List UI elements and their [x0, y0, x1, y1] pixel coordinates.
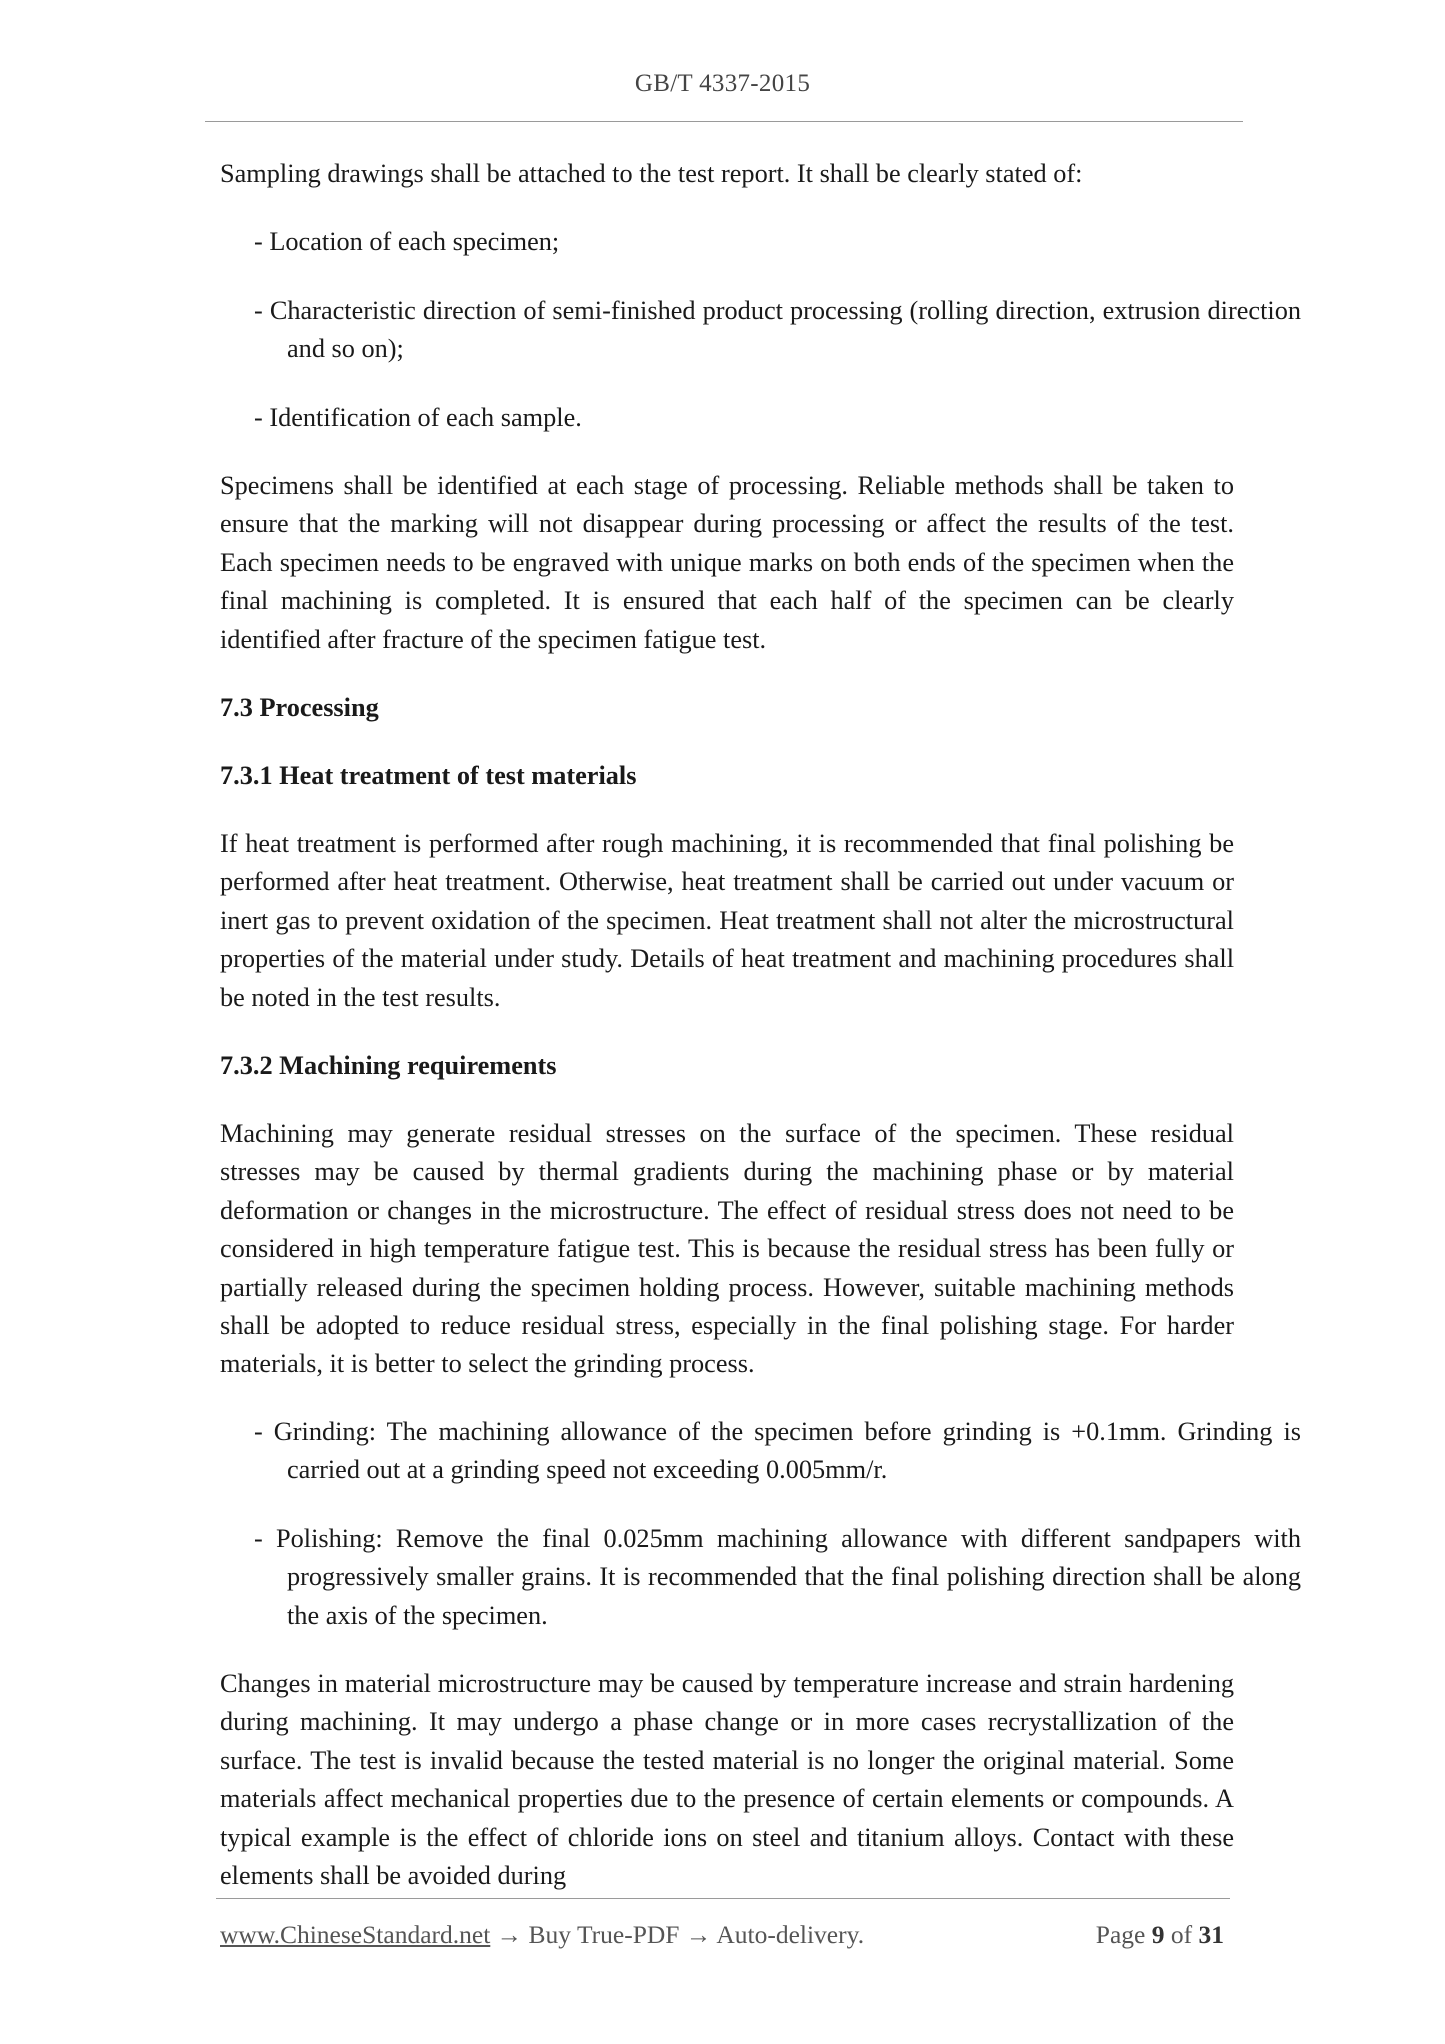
- arrow-icon: →: [496, 1920, 523, 1949]
- page-total: 31: [1198, 1920, 1224, 1949]
- list-item-polishing: - Polishing: Remove the final 0.025mm machining allowance with different sandpapers with progressively smaller grains. It is recommended that the final polishing direction shall be along the axis of the specimen.: [254, 1524, 1301, 1630]
- heat-treatment-paragraph: If heat treatment is performed after rough machining, it is recommended that final polishing be performed after heat treatment. Otherwise, heat treatment shall be carried out under vacuum or inert gas to prevent oxidation of the specimen. Heat treatment shall not alter the microstructural properties of the material under study. Details of heat treatment and machining procedures shall be noted in the test results.: [220, 829, 1234, 1012]
- heading-7-3-1: 7.3.1 Heat treatment of test materials: [220, 761, 637, 790]
- header-divider: [205, 121, 1243, 122]
- microstructure-paragraph: Changes in material microstructure may be caused by temperature increase and strain hardening during machining. It may undergo a phase change or in more cases recrystallization of the surface. The test is invalid because the tested material is no longer the original material. Some materials affect mechanical properties due to the presence of certain elements or compounds. A typical example is the effect of chloride ions on steel and titanium alloys. Contact with these elements shall be avoided during: [220, 1669, 1234, 1891]
- machining-paragraph: Machining may generate residual stresses on the surface of the specimen. These residual stresses may be caused by thermal gradients during the machining phase or by material deformation or changes in the microstructure. The effect of residual stress does not need to be considered in high temperature fatigue test. This is because the residual stress has been fully or partially released during the specimen holding process. However, suitable machining methods shall be adopted to reduce residual stress, especially in the final polishing stage. For harder materials, it is better to select the grinding process.: [220, 1119, 1234, 1379]
- footer-divider: [216, 1898, 1230, 1899]
- footer-links: [220, 1920, 864, 1950]
- identification-paragraph: Specimens shall be identified at each stage of processing. Reliable methods shall be taken to ensure that the marking will not disappear during processing or affect the results of the test. Each specimen needs to be engraved with unique marks on both ends of the specimen when the final machining is completed. It is ensured that each half of the specimen can be clearly identified after fracture of the specimen fatigue test.: [220, 471, 1234, 654]
- arrow-icon: →: [685, 1920, 712, 1949]
- page-current: 9: [1151, 1920, 1165, 1949]
- list-item-direction: - Characteristic direction of semi-finished product processing (rolling direction, extrusion direction and so on);: [254, 296, 1301, 364]
- page-number: Page 9 of 31: [1095, 1920, 1224, 1949]
- page-header: GB/T 4337-2015: [634, 70, 811, 97]
- site-link[interactable]: www.ChineseStandard.net: [220, 1920, 491, 1949]
- delivery-text: Auto-delivery.: [716, 1920, 865, 1949]
- buy-text: Buy True-PDF: [528, 1920, 680, 1949]
- page-footer: [220, 1920, 1234, 1960]
- list-item-location: - Location of each specimen;: [254, 227, 560, 256]
- heading-7-3: 7.3 Processing: [220, 693, 379, 722]
- list-item-grinding: - Grinding: The machining allowance of the specimen before grinding is +0.1mm. Grinding is carried out at a grinding speed not exceeding 0.005mm/r.: [254, 1417, 1301, 1485]
- heading-7-3-2: 7.3.2 Machining requirements: [220, 1051, 557, 1080]
- list-item-identification: - Identification of each sample.: [254, 403, 582, 432]
- intro-paragraph: Sampling drawings shall be attached to the test report. It shall be clearly stated of:: [220, 159, 1083, 188]
